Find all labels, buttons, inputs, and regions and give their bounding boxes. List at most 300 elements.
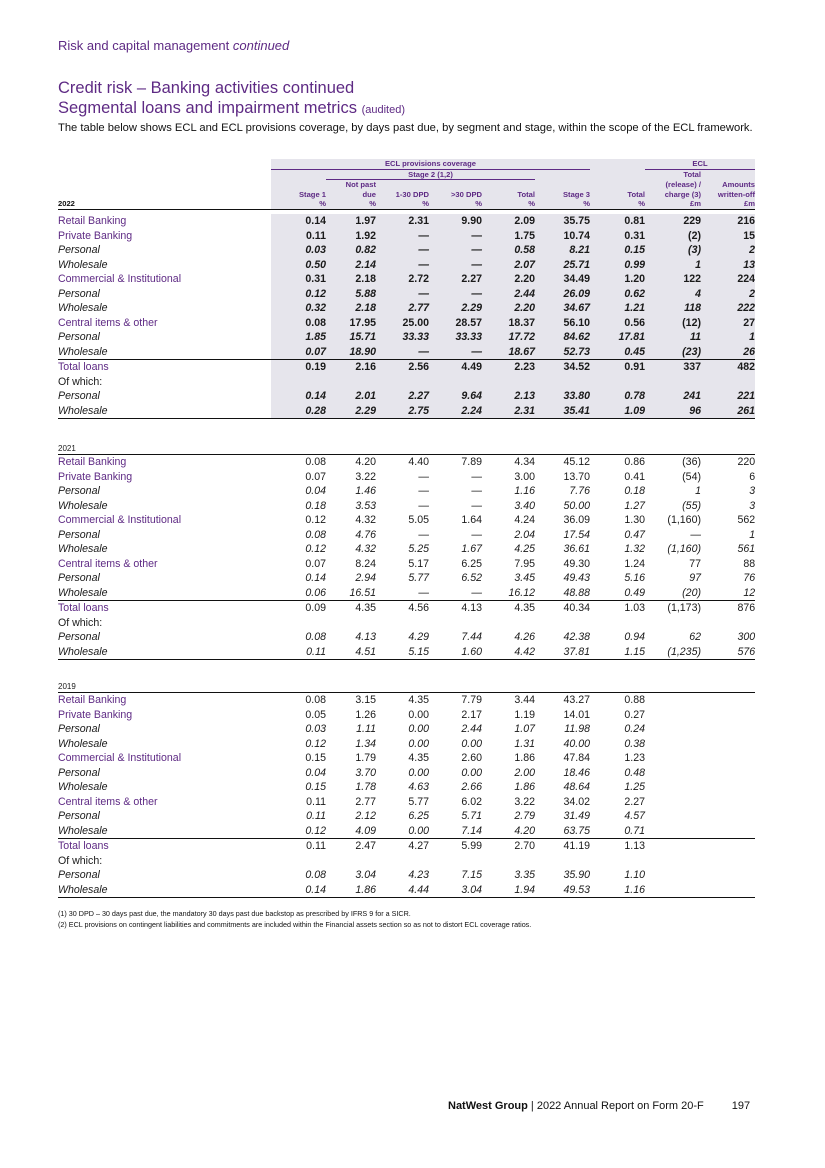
- cell-value: 1.46: [355, 485, 376, 497]
- cell-value: (3): [645, 243, 701, 258]
- cell-value: [701, 737, 755, 752]
- cell-value: 1.15: [590, 645, 645, 660]
- cell-value: 34.02: [563, 795, 590, 808]
- cell-value: [645, 737, 701, 752]
- cell-value: 2.29: [429, 301, 482, 316]
- table-row: [58, 243, 755, 258]
- cell-value: [645, 824, 701, 839]
- cell-value: 3.35: [514, 869, 535, 881]
- unit-label: %: [482, 199, 535, 209]
- cell-value: 1.16: [590, 883, 645, 898]
- cell-value: 1.60: [429, 645, 482, 660]
- cell-value: 5.25: [408, 543, 429, 555]
- cell-value: 1.85: [271, 330, 326, 345]
- cell-value: 229: [645, 214, 701, 229]
- cell-value: 1.86: [514, 752, 535, 764]
- cell-value: [701, 795, 755, 810]
- cell-value: 17.72: [482, 330, 535, 345]
- cell-value: 5.71: [461, 810, 482, 822]
- cell-value: 2.47: [355, 840, 376, 852]
- cell-value: 34.52: [535, 360, 590, 375]
- cell-value: 7.14: [429, 824, 482, 839]
- cell-value: —: [376, 229, 429, 244]
- cell-value: 27: [701, 316, 755, 331]
- cell-value: 49.53: [535, 883, 590, 898]
- table-2019: [58, 681, 755, 898]
- cell-value: 0.04: [305, 485, 326, 497]
- cell-value: 4: [645, 287, 701, 302]
- table-row: [58, 528, 755, 543]
- cell-value: [482, 854, 535, 869]
- table-row: [58, 229, 755, 244]
- cell-value: 4.13: [355, 631, 376, 643]
- cell-value: 4.20: [355, 456, 376, 468]
- unit-label: %: [429, 199, 482, 209]
- cell-value: 216: [701, 214, 755, 229]
- cell-value: 1.27: [624, 499, 645, 512]
- year-label-2021: 2021: [58, 443, 755, 455]
- cell-value: [535, 854, 590, 869]
- cell-value: 2.18: [326, 301, 376, 316]
- cell-value: 0.31: [590, 229, 645, 244]
- col-header-1-30-dpd: 1-30 DPD: [376, 190, 429, 200]
- cell-value: 1.07: [514, 723, 535, 735]
- cell-value: 2.16: [326, 360, 376, 375]
- cell-value: 0.45: [590, 345, 645, 360]
- cell-value: [645, 809, 701, 824]
- cell-value: 28.57: [429, 316, 482, 331]
- cell-value: [645, 751, 701, 766]
- cell-value: (2): [645, 229, 701, 244]
- cell-value: 7.89: [461, 456, 482, 468]
- table-row: [58, 616, 755, 631]
- table-row: [58, 751, 755, 766]
- cell-value: 5.99: [461, 840, 482, 852]
- subsection-title-text: Segmental loans and impairment metrics: [58, 99, 357, 117]
- col-header-total: Total: [590, 190, 645, 200]
- cell-value: 0.00: [408, 737, 429, 750]
- cell-value: —: [429, 258, 482, 273]
- cell-value: 0.49: [590, 586, 645, 601]
- cell-value: 6: [749, 470, 756, 483]
- row-label: Wholesale: [58, 883, 271, 898]
- table-row: [58, 287, 755, 302]
- cell-value: 0.08: [305, 869, 326, 881]
- cell-value: 63.75: [535, 824, 590, 839]
- row-label: Personal: [58, 869, 100, 881]
- cell-value: 1.86: [514, 781, 535, 793]
- cell-value: 0.56: [590, 316, 645, 331]
- cell-value: 18.67: [482, 345, 535, 360]
- cell-value: 0.58: [482, 243, 535, 258]
- cell-value: 4.32: [355, 543, 376, 555]
- cell-value: 7.76: [569, 485, 590, 497]
- cell-value: 1.19: [514, 708, 535, 721]
- cell-value: 33.33: [429, 330, 482, 345]
- col-header-stage3: Stage 3: [535, 190, 590, 200]
- table-row: [58, 708, 755, 723]
- footnotes: [58, 909, 531, 930]
- cell-value: 3.45: [514, 572, 535, 584]
- cell-value: [701, 839, 755, 854]
- row-label: Personal: [58, 390, 100, 402]
- cell-value: —: [418, 499, 429, 512]
- cell-value: 561: [737, 543, 756, 555]
- cell-value: 0.07: [271, 345, 326, 360]
- cell-value: [701, 693, 755, 708]
- row-label: Wholesale: [58, 737, 108, 750]
- cell-value: 1.75: [482, 229, 535, 244]
- row-label: Personal: [58, 485, 100, 497]
- cell-value: 34.49: [535, 272, 590, 287]
- cell-value: [590, 375, 645, 390]
- table-row: [58, 330, 755, 345]
- cell-value: 2.56: [376, 360, 429, 375]
- cell-value: 2.77: [376, 301, 429, 316]
- cell-value: 2: [701, 243, 755, 258]
- cell-value: 2.20: [482, 272, 535, 287]
- unit-label: %: [376, 199, 429, 209]
- cell-value: 2.23: [482, 360, 535, 375]
- cell-value: 48.64: [563, 781, 590, 793]
- cell-value: 2.77: [355, 795, 376, 808]
- cell-value: 3: [749, 485, 756, 497]
- row-label: Private Banking: [58, 229, 133, 242]
- cell-value: 0.18: [305, 499, 326, 512]
- cell-value: 1.92: [326, 229, 376, 244]
- cell-value: 7.95: [514, 557, 535, 570]
- cell-value: 2.70: [514, 840, 535, 852]
- cell-value: 14.01: [563, 708, 590, 721]
- cell-value: 40.34: [563, 602, 590, 614]
- cell-value: 4.23: [408, 869, 429, 881]
- page-footer: [448, 1100, 750, 1112]
- col-header-stage1: Stage 1: [271, 190, 326, 200]
- cell-value: 3.53: [355, 499, 376, 512]
- cell-value: 2.94: [355, 572, 376, 584]
- cell-value: (54): [682, 470, 701, 483]
- table-row: [58, 360, 755, 375]
- cell-value: 2.44: [482, 287, 535, 302]
- cell-value: 0.00: [408, 766, 429, 779]
- row-label: Private Banking: [58, 708, 133, 721]
- cell-value: 0.50: [271, 258, 326, 273]
- cell-value: [701, 883, 755, 898]
- cell-value: 4.57: [624, 810, 645, 822]
- cell-value: 11: [645, 330, 701, 345]
- cell-value: 2.18: [326, 272, 376, 287]
- cell-value: 0.00: [461, 766, 482, 779]
- row-label: Central items & other: [58, 557, 158, 570]
- cell-value: 4.35: [408, 694, 429, 706]
- cell-value: 3.22: [514, 795, 535, 808]
- cell-value: 17.95: [326, 316, 376, 331]
- cell-value: 2.44: [461, 723, 482, 735]
- cell-value: 0.07: [305, 470, 326, 483]
- cell-value: [701, 824, 755, 839]
- cell-value: 562: [737, 514, 756, 526]
- row-label: Total loans: [58, 602, 109, 614]
- cell-value: 76: [743, 572, 756, 584]
- cell-value: 0.19: [271, 360, 326, 375]
- row-label: Personal: [58, 766, 100, 779]
- cell-value: 77: [689, 557, 701, 570]
- cell-value: 97: [689, 572, 701, 584]
- year-label-2019: 2019: [58, 681, 755, 693]
- cell-value: 4.35: [355, 602, 376, 614]
- row-label: Wholesale: [58, 781, 108, 793]
- cell-value: 50.00: [563, 499, 590, 512]
- cell-value: 0.11: [271, 645, 326, 660]
- table-row: [58, 737, 755, 752]
- table-row: [58, 513, 755, 528]
- cell-value: 1.16: [514, 485, 535, 497]
- table-row: [58, 571, 755, 586]
- cell-value: [271, 375, 326, 390]
- page-header: [58, 38, 289, 53]
- col-header-charge: charge (3): [645, 190, 701, 200]
- row-label: Wholesale: [58, 543, 108, 555]
- cell-value: 16.12: [482, 586, 535, 601]
- cell-value: [645, 868, 701, 883]
- cell-value: 2.01: [326, 389, 376, 404]
- cell-value: [701, 868, 755, 883]
- cell-value: 0.03: [305, 723, 326, 735]
- cell-value: 0.12: [305, 514, 326, 526]
- cell-value: 0.14: [305, 572, 326, 584]
- cell-value: [271, 854, 326, 869]
- cell-value: 2.27: [624, 795, 645, 808]
- row-label: Personal: [58, 331, 100, 343]
- cell-value: 1.23: [624, 752, 645, 764]
- cell-value: 0.00: [408, 723, 429, 735]
- cell-value: 43.27: [563, 694, 590, 706]
- cell-value: 1.13: [624, 840, 645, 852]
- cell-value: 15: [701, 229, 755, 244]
- row-label: Retail Banking: [58, 215, 127, 227]
- unit-label: £m: [701, 199, 755, 209]
- table-row: [58, 839, 755, 854]
- footer-report: | 2022 Annual Report on Form 20-F: [527, 1100, 704, 1112]
- row-label: Personal: [58, 244, 100, 256]
- table-row: [58, 214, 755, 229]
- cell-value: 36.09: [563, 514, 590, 526]
- cell-value: (55): [682, 499, 701, 512]
- footer-brand: NatWest Group: [448, 1100, 528, 1112]
- cell-value: 8.24: [355, 557, 376, 570]
- cell-value: 2.00: [514, 766, 535, 779]
- cell-value: 0.81: [590, 214, 645, 229]
- cell-value: 49.30: [563, 557, 590, 570]
- unit-label: £m: [645, 199, 701, 209]
- table-row: [58, 389, 755, 404]
- row-label: Central items & other: [58, 316, 158, 329]
- cell-value: [701, 766, 755, 781]
- cell-value: 241: [645, 389, 701, 404]
- col-header-written-off: written-off: [701, 190, 755, 200]
- cell-value: 0.05: [305, 708, 326, 721]
- cell-value: 1.64: [461, 514, 482, 526]
- cell-value: 1.30: [624, 514, 645, 526]
- cell-value: 4.35: [408, 752, 429, 764]
- cell-value: [376, 854, 429, 869]
- cell-value: —: [376, 287, 429, 302]
- table-row: [58, 722, 755, 737]
- cell-value: [701, 854, 755, 869]
- cell-value: 4.63: [408, 781, 429, 793]
- cell-value: 0.15: [305, 781, 326, 793]
- cell-value: —: [471, 470, 482, 483]
- cell-value: (1,160): [667, 543, 701, 555]
- cell-value: 221: [701, 389, 755, 404]
- col-header-8-l2: (release) /: [645, 180, 701, 190]
- cell-value: [590, 854, 645, 869]
- intro-paragraph: The table below shows ECL and ECL provisions coverage, by days past due, by segment and stage, within the scope of the ECL framework.: [58, 122, 753, 134]
- cell-value: 576: [701, 645, 755, 660]
- cell-value: 18.90: [326, 345, 376, 360]
- cell-value: 35.41: [535, 404, 590, 419]
- cell-value: 37.81: [535, 645, 590, 660]
- cell-value: 96: [645, 404, 701, 419]
- cell-value: 0.32: [271, 301, 326, 316]
- table-row: [58, 824, 755, 839]
- cell-value: 2.27: [429, 272, 482, 287]
- row-label: Wholesale: [58, 345, 271, 360]
- cell-value: —: [418, 470, 429, 483]
- cell-value: —: [418, 485, 429, 497]
- cell-value: 2.14: [326, 258, 376, 273]
- cell-value: 17.81: [590, 330, 645, 345]
- cell-value: 8.21: [535, 243, 590, 258]
- cell-value: [645, 839, 701, 854]
- cell-value: 0.08: [305, 631, 326, 643]
- row-label: Wholesale: [58, 302, 108, 314]
- cell-value: —: [429, 586, 482, 601]
- table-row: [58, 499, 755, 514]
- cell-value: 2.09: [482, 214, 535, 229]
- coverage-group-header: ECL provisions coverage: [271, 159, 590, 169]
- cell-value: —: [429, 229, 482, 244]
- table-row: [58, 404, 755, 419]
- cell-value: —: [429, 345, 482, 360]
- cell-value: [645, 708, 701, 723]
- cell-value: 4.76: [355, 528, 376, 541]
- unit-label: %: [326, 199, 376, 209]
- row-label: Central items & other: [58, 795, 158, 808]
- cell-value: 4.20: [482, 824, 535, 839]
- cell-value: [645, 766, 701, 781]
- cell-value: 10.74: [535, 229, 590, 244]
- cell-value: [645, 375, 701, 390]
- col-header-8-l1: Total: [645, 169, 701, 180]
- cell-value: 26: [701, 345, 755, 360]
- row-label: Commercial & Institutional: [58, 514, 182, 526]
- cell-value: 0.11: [306, 810, 326, 822]
- cell-value: 6.52: [461, 572, 482, 584]
- cell-value: 4.49: [429, 360, 482, 375]
- cell-value: (1,173): [667, 602, 701, 614]
- cell-value: [701, 780, 755, 795]
- cell-value: 5.77: [408, 795, 429, 808]
- cell-value: [535, 375, 590, 390]
- cell-value: [429, 616, 482, 631]
- cell-value: 2.17: [461, 708, 482, 721]
- cell-value: 56.10: [535, 316, 590, 331]
- cell-value: 2.13: [482, 389, 535, 404]
- cell-value: 9.64: [429, 389, 482, 404]
- cell-value: [326, 854, 376, 869]
- table-row: [58, 542, 755, 557]
- cell-value: 0.04: [305, 766, 326, 779]
- row-label: Personal: [58, 631, 100, 643]
- row-label: Total loans: [58, 361, 109, 373]
- cell-value: 2.12: [355, 810, 376, 822]
- cell-value: 482: [701, 360, 755, 375]
- page-number: 197: [731, 1100, 751, 1112]
- table-row: [58, 455, 755, 470]
- cell-value: 0.94: [624, 631, 645, 643]
- table-row: [58, 258, 755, 273]
- cell-value: (36): [682, 456, 701, 468]
- cell-value: 9.90: [429, 214, 482, 229]
- cell-value: 0.28: [271, 404, 326, 419]
- cell-value: 12: [701, 586, 755, 601]
- cell-value: 4.51: [326, 645, 376, 660]
- cell-value: —: [471, 528, 482, 541]
- cell-value: 0.86: [624, 456, 645, 468]
- row-label: Of which:: [58, 616, 103, 629]
- cell-value: 0.08: [305, 528, 326, 541]
- cell-value: 118: [645, 301, 701, 316]
- cell-value: —: [376, 345, 429, 360]
- table-row: [58, 693, 755, 708]
- cell-value: —: [429, 243, 482, 258]
- cell-value: 0.12: [305, 543, 326, 555]
- cell-value: 13.70: [563, 470, 590, 483]
- cell-value: 1.32: [624, 543, 645, 555]
- cell-value: 0.27: [624, 708, 645, 721]
- cell-value: [535, 616, 590, 631]
- cell-value: 84.62: [535, 330, 590, 345]
- table-row: [58, 795, 755, 810]
- cell-value: 42.38: [563, 631, 590, 643]
- cell-value: 15.71: [326, 330, 376, 345]
- header-title: Risk and capital management: [58, 38, 230, 53]
- cell-value: 300: [737, 631, 756, 643]
- cell-value: [482, 375, 535, 390]
- cell-value: 2.27: [376, 389, 429, 404]
- table-row: [58, 375, 755, 390]
- row-label: Retail Banking: [58, 456, 127, 468]
- cell-value: (12): [645, 316, 701, 331]
- unit-label: %: [535, 199, 590, 209]
- table-row: [58, 780, 755, 795]
- cell-value: 0.11: [306, 840, 326, 852]
- cell-value: 1.09: [590, 404, 645, 419]
- row-label: Wholesale: [58, 824, 271, 839]
- cell-value: —: [471, 485, 482, 497]
- cell-value: 1.20: [590, 272, 645, 287]
- cell-value: 1: [645, 258, 701, 273]
- cell-value: [645, 722, 701, 737]
- cell-value: [701, 722, 755, 737]
- table-row: [58, 586, 755, 601]
- cell-value: 1.11: [356, 723, 376, 735]
- cell-value: 222: [701, 301, 755, 316]
- unit-label: %: [590, 199, 645, 209]
- cell-value: 88: [743, 557, 756, 570]
- cell-value: 224: [701, 272, 755, 287]
